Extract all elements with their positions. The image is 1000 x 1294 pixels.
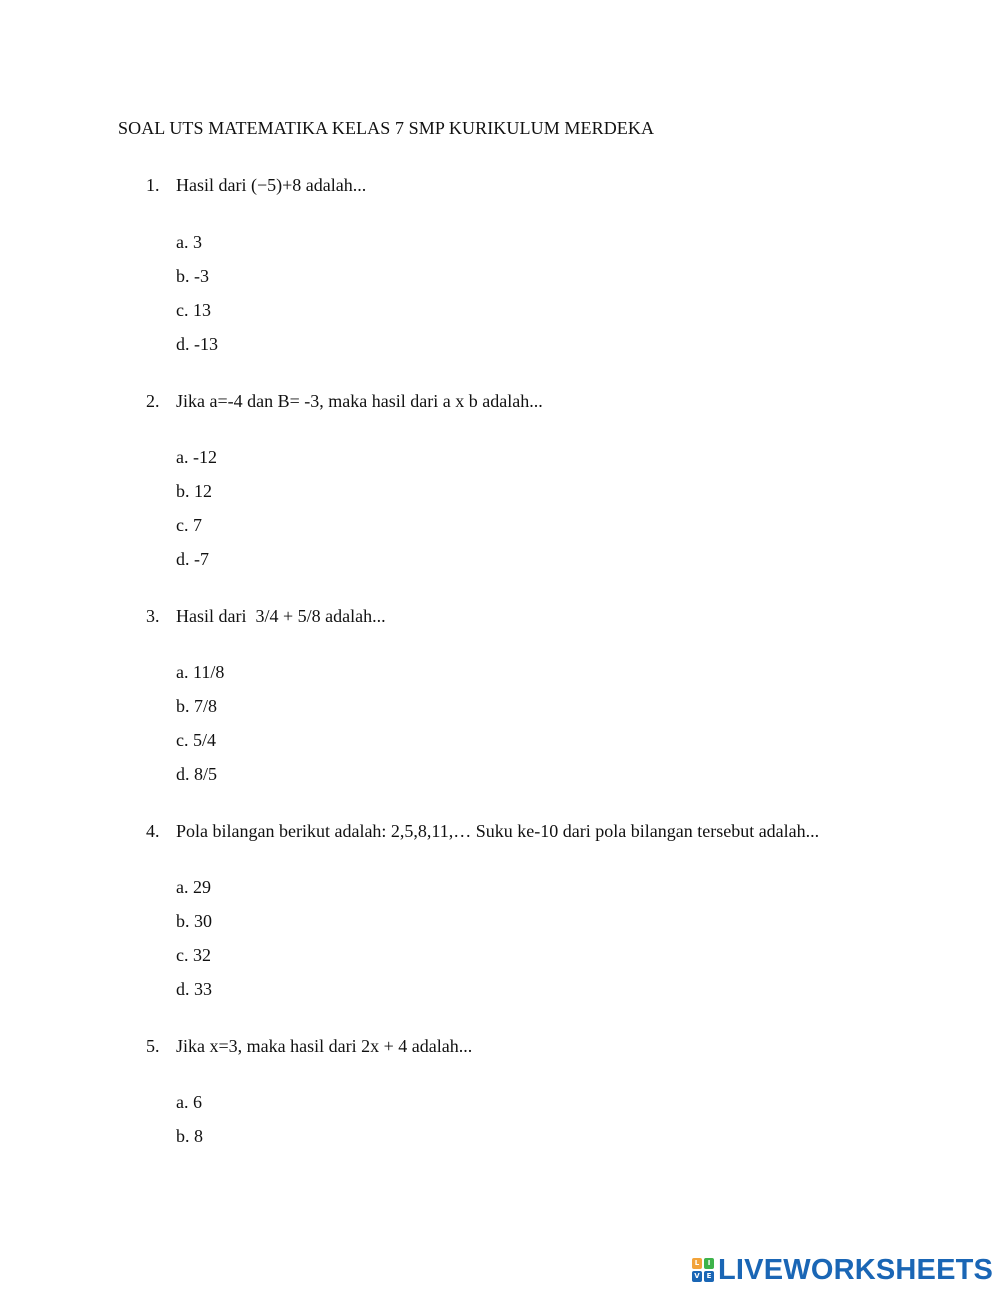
question-number: 4. <box>146 821 160 841</box>
question-1 <box>146 175 366 196</box>
option-1c[interactable]: c. 13 <box>176 300 211 320</box>
option-3d[interactable]: d. 8/5 <box>176 764 218 784</box>
option-3c[interactable]: c. 5/4 <box>176 730 216 750</box>
option-4b[interactable]: b. 30 <box>176 911 212 931</box>
option-3b[interactable]: b. 7/8 <box>176 696 218 716</box>
question-text: Jika x=3, maka hasil dari 2x + 4 adalah... <box>176 1036 473 1056</box>
option-4c[interactable]: c. 32 <box>176 945 211 965</box>
question-number: 1. <box>146 175 160 195</box>
option-2b[interactable]: b. 12 <box>176 481 212 501</box>
option-3a[interactable]: a. 11/8 <box>176 662 225 682</box>
question-number: 3. <box>146 606 160 626</box>
liveworksheets-logo-text: LIVEWORKSHEETS <box>718 1254 994 1286</box>
question-number: 5. <box>146 1036 160 1056</box>
option-2a[interactable]: a. -12 <box>176 447 217 467</box>
option-5b[interactable]: b. 8 <box>176 1126 203 1146</box>
question-2 <box>146 391 543 412</box>
page-title: SOAL UTS MATEMATIKA KELAS 7 SMP KURIKULUM MERDEKA <box>118 118 655 138</box>
option-1d[interactable]: d. -13 <box>176 334 218 354</box>
question-number: 2. <box>146 391 160 411</box>
option-5a[interactable]: a. 6 <box>176 1092 202 1112</box>
question-text: Hasil dari (−5)+8 adalah... <box>176 175 367 195</box>
liveworksheets-logo-icon: L I V E <box>692 1258 714 1282</box>
question-text: Hasil dari 3/4 + 5/8 adalah... <box>176 606 386 626</box>
question-text: Pola bilangan berikut adalah: 2,5,8,11,… Suku ke-10 dari pola bilangan tersebut adalah... <box>176 821 820 841</box>
option-1b[interactable]: b. -3 <box>176 266 209 286</box>
option-2c[interactable]: c. 7 <box>176 515 202 535</box>
liveworksheets-logo <box>692 1255 993 1285</box>
question-text: Jika a=-4 dan B= -3, maka hasil dari a x b adalah... <box>176 391 543 411</box>
option-4d[interactable]: d. 33 <box>176 979 212 999</box>
question-5 <box>146 1036 472 1057</box>
option-1a[interactable]: a. 3 <box>176 232 202 252</box>
question-3 <box>146 606 386 627</box>
option-2d[interactable]: d. -7 <box>176 549 209 569</box>
option-4a[interactable]: a. 29 <box>176 877 211 897</box>
question-4 <box>146 821 819 842</box>
